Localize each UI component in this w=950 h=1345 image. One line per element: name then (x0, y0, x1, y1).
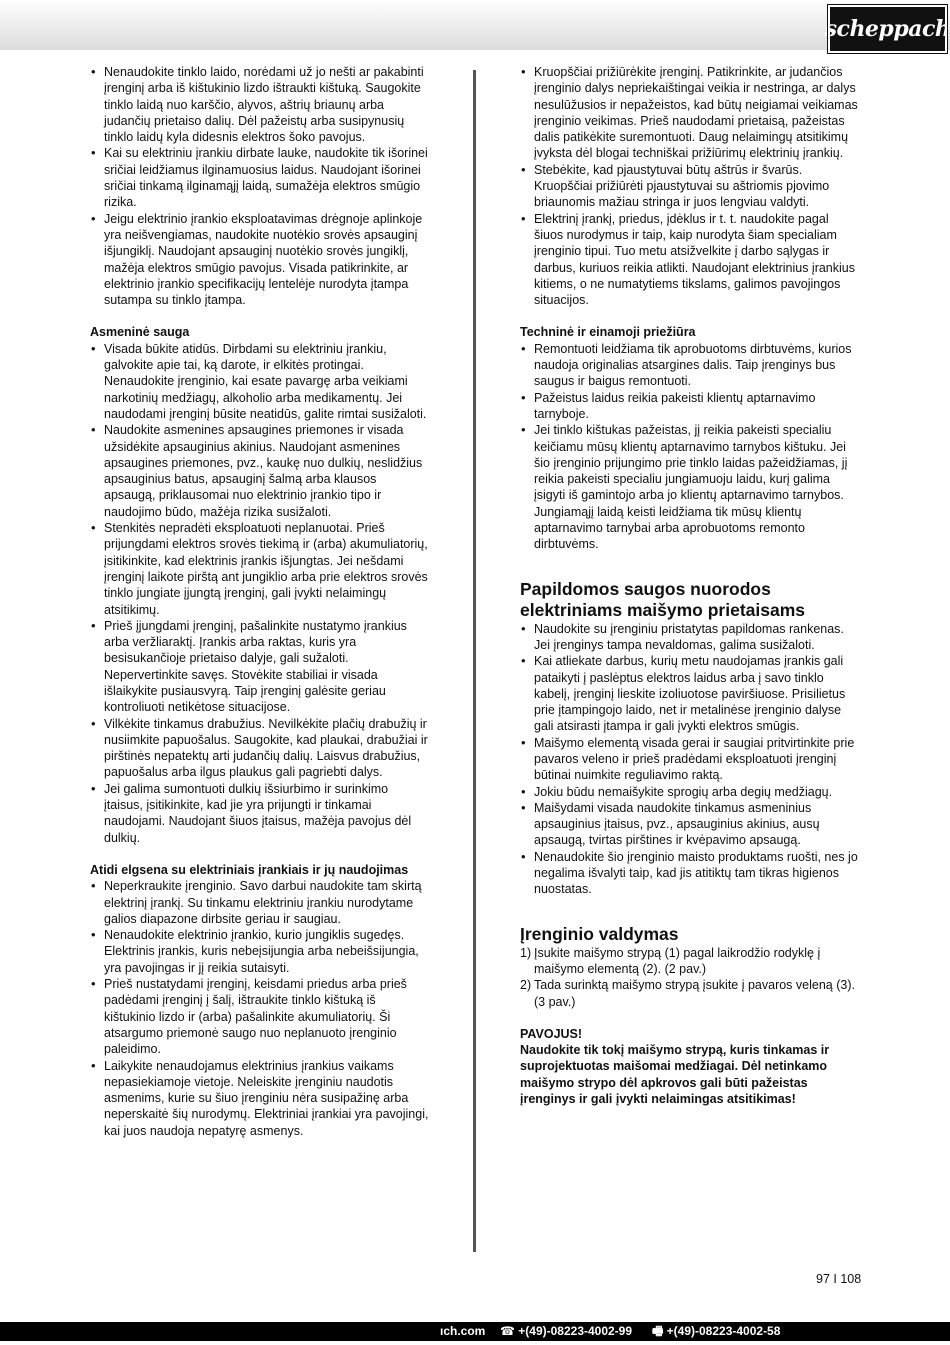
left-intro-list (90, 64, 430, 308)
page-number: 97 I 108 (816, 1272, 862, 1286)
header-band (0, 0, 950, 50)
list-item: • Jokiu būdu nemaišykite sprogių arba degių medžiagų. (520, 784, 860, 800)
footer-phone: ☎ +(49)-08223-4002-99 (500, 1324, 633, 1338)
personal-safety-list (90, 341, 430, 846)
step-text: Įsukite maišymo strypą (1) pagal laikrodžio rodyklę į maišymo elementą (2). (2 pav.) (534, 945, 821, 976)
list-item: • Maišymo elementą visada gerai ir saugiai pritvirtinkite prie pavaros veleno ir prieš pradėdami eksploatuoti įrenginį būtinai nuimkite reguliavimo raktą. (520, 735, 860, 784)
list-item: • Elektrinį įrankį, priedus, įdėklus ir t. t. naudokite pagal šiuos nurodymus ir taip, kaip nurodyta šiam specialiam įrenginio tipui. Tuo metu atsižvelkite į darbo sąlygas ir darbus, kuriuos reikia atlikti. Naudojant elektrinius įrankius kitiems, o ne numatytiems tikslams, galimos pavojingos situacijos. (520, 211, 860, 309)
list-item: • Kai atliekate darbus, kurių metu naudojamas įrankis gali pataikyti į paslėptus elektros laidus arba į savo tinklo kabelį, įrenginį lieskite izoliuotose paviršiuose. Prisilietus prie įtampingojo laido, net ir metalinėse įrenginio dalyse gali atsirasti įtampa ir gali įvykti elektros smūgis. (520, 653, 860, 734)
list-item: • Stenkitės nepradėti eksploatuoti neplanuotai. Prieš prijungdami elektros srovės tiekimą ir (arba) akumuliatorių, įsitikinkite, kad elektrinis įrankis išjungtas. Jei nešdami įrenginį laikote pirštą ant jungiklio arba prie elektros srovės tinklo jungiate įjungtą įrenginį, gali įvykti nelaimingų atsitikimų. (90, 520, 430, 618)
right-intro-list (520, 64, 860, 308)
section-heading-personal-safety: Asmeninė sauga (90, 325, 190, 340)
list-item: • Jei tinklo kištukas pažeistas, jį reikia pakeisti specialiu keičiamu mūsų klientų aptarnavimo tarnybos kištuku. Jei šio įrenginio prijungimo prie tinklo laidas pažeidžiamas, jį reikia pakeisti specialiu jungiamuoju laidu, kurį galima įsigyti iš gamintojo arba jo klientų aptarnavimo tarnybos. Jungiamąjį laidą keisti leidžiama tik mūsų klientų aptarnavimo tarnybai arba aprobuotoms remonto dirbtuvėms. (520, 422, 860, 552)
list-item: • Pažeistus laidus reikia pakeisti klientų aptarnavimo tarnyboje. (520, 390, 860, 423)
list-item: • Vilkėkite tinkamus drabužius. Nevilkėkite plačių drabužių ir nusiimkite papuošalus. Saugokite, kad plaukai, drabužiai ir pirštinės nepatektų arti judančių dalių. Laisvus drabužius, papuošalus arba ilgus plaukus gali pagriebti dalys. (90, 716, 430, 781)
mixer-safety-list (520, 621, 860, 898)
list-item: • Neperkraukite įrenginio. Savo darbui naudokite tam skirtą elektrinį įrankį. Su tinkamu elektriniu įrankiu nurodytame galios diapazone dirbsite geriau ir saugiau. (90, 878, 430, 927)
footer-web: ıch.com (440, 1324, 486, 1338)
list-item: • Jei galima sumontuoti dulkių išsiurbimo ir surinkimo įtaisus, įsitikinkite, kad jie yra prijungti ir tinkamai naudojami. Naudojant šiuos įtaisus, mažėja pavojus dėl dulkių. (90, 781, 430, 846)
list-item: • Nenaudokite šio įrenginio maisto produktams ruošti, nes jo negalima išvalyti taip, kad jis atitiktų tam tikras higienos nuostatas. (520, 849, 860, 898)
list-item: • Nenaudokite tinklo laido, norėdami už jo nešti ar pakabinti įrenginį arba iš kištukinio lizdo ištraukti kištuką. Saugokite tinklo laidą nuo karščio, alyvos, aštrių briaunų arba judančių prietaiso dalių. Dėl pažeistų arba susipynusių tinklo laidų kyla didesnis elektros šoko pavojus. (90, 64, 430, 145)
step-number: 1) (520, 945, 532, 960)
list-item: • Visada būkite atidūs. Dirbdami su elektriniu įrankiu, galvokite apie tai, ką darote, ir elkitės protingai. Nenaudokite įrenginio, kai esate pavargę arba veikiami narkotinių medžiagų, alkoholio arba medikamentų. Jei naudodami įrenginį būsite neatidūs, galite rimtai susižaloti. (90, 341, 430, 422)
section-heading-maintenance: Techninė ir einamoji priežiūra (520, 325, 696, 340)
section-heading-operation: Įrenginio valdymas (520, 923, 679, 944)
brand-logo: scheppach (828, 5, 947, 53)
list-item: • Maišydami visada naudokite tinkamus asmeninius apsauginius įtaisus, pvz., apsauginius akinius, ausų apsaugą, tvirtas pirštines ir kvėpavimo apsaugą. (520, 800, 860, 849)
careful-use-list (90, 878, 430, 1139)
list-item: • Kruopščiai prižiūrėkite įrenginį. Patikrinkite, ar judančios įrenginio dalys nepriekaištingai veikia ir nestringa, ar dalys nesulūžusios ir nepažeistos, kad būtų neigiamai veikiamas įrenginio veikimas. Prieš naudodami prietaisą, pažeistas dalis patikėkite suremontuoti. Daug nelaimingų atsitikimų įvyksta dėl blogai techniškai prižiūrimų elektrinių įrankių. (520, 64, 860, 162)
list-item: • Prieš nustatydami įrenginį, keisdami priedus arba prieš padėdami įrenginį į šalį, ištraukite tinklo kištuką iš kištukinio lizdo ir (arba) pašalinkite akumuliatorių. Ši atsargumo priemonė saugo nuo neplanuoto įrenginio paleidimo. (90, 976, 430, 1057)
danger-text: Naudokite tik tokį maišymo strypą, kuris tinkamas ir suprojektuotas maišomai medžiagai. Dėl netinkamo maišymo strypo dėl apkrovos gali būti pažeistas įrenginys ir gali įvykti nelaimingas atsitikimas! (520, 1043, 830, 1107)
list-item: • Stebėkite, kad pjaustytuvai būtų aštrūs ir švarūs. Kruopščiai prižiūrėti pjaustytuvai su aštriomis pjovimo briaunomis mažiau stringa ir juos lengviau valdyti. (520, 162, 860, 211)
list-item: • Laikykite nenaudojamus elektrinius įrankius vaikams nepasiekiamoje vietoje. Neleiskite įrenginiu naudotis asmenims, kurie su šiuo įrenginiu nėra susipažinę arba neperskaitė šių nurodymų. Elektriniai įrankiai yra pavojingi, kai juos naudoja nepatyrę asmenys. (90, 1058, 430, 1139)
step-item (520, 945, 860, 978)
list-item: • Prieš įjungdami įrenginį, pašalinkite nustatymo įrankius arba veržliaraktį. Įrankis arba raktas, kuris yra besisukančioje prietaiso dalyje, gali sužaloti. Nepervertinkite savęs. Stovėkite stabiliai ir visada išlaikykite pusiausvyrą. Taip įrenginį galėsite geriau kontroliuoti netikėtose situacijose. (90, 618, 430, 716)
list-item: • Remontuoti leidžiama tik aprobuotoms dirbtuvėms, kurios naudoja originalias atsargines dalis. Taip įrenginys bus saugus ir baigus remontuoti. (520, 341, 860, 390)
section-heading-mixer-safety: Papildomos saugos nuorodos elektriniams maišymo prietaisams (520, 578, 806, 620)
list-item: • Nenaudokite elektrinio įrankio, kurio jungiklis sugedęs. Elektrinis įrankis, kuris nebeįsijungia arba nebeišsijungia, yra pavojingas ir jį reikia sutaisyti. (90, 927, 430, 976)
maintenance-list (520, 341, 860, 553)
left-column (90, 64, 430, 1139)
danger-label: PAVOJUS! (520, 1026, 583, 1041)
step-text: Tada surinktą maišymo strypą įsukite į pavaros veleną (3). (3 pav.) (534, 978, 855, 1009)
step-number: 2) (520, 978, 532, 993)
section-heading-careful-use: Atidi elgsena su elektriniais įrankiais ir jų naudojimas (90, 862, 409, 877)
step-item (520, 977, 860, 1010)
column-divider (473, 70, 476, 1252)
footer-bar (0, 1322, 950, 1341)
list-item: • Jeigu elektrinio įrankio eksploatavimas drėgnoje aplinkoje yra neišvengiamas, naudokite nuotėkio srovės apsauginį išjungiklį. Naudojant apsauginį nuotėkio srovės jungiklį, mažėja elektros smūgio pavojus. Visada patikrinkite, ar elektrinio įrankio specifikacijų lentelėje nurodyta įtampa sutampa su tinklo įtampa. (90, 211, 430, 309)
list-item: • Kai su elektriniu įrankiu dirbate lauke, naudokite tik išorinei sričiai leidžiamus ilginamuosius laidus. Naudojant išorinei sričiai tinkamą ilginamąjį laidą, sumažėja elektros smūgio rizika. (90, 145, 430, 210)
right-column (520, 64, 860, 1107)
list-item: • Naudokite asmenines apsaugines priemones ir visada užsidėkite apsauginius akinius. Naudojant asmenines apsaugines priemones, pvz., kaukę nuo dulkių, neslidžius apsauginius batus, apsauginį šalmą arba klausos apsaugą, priklausomai nuo elektrinio įrankio tipo ir naudojimo būdo, mažėja rizika susižaloti. (90, 422, 430, 520)
list-item: • Naudokite su įrenginiu pristatytas papildomas rankenas. Jei įrenginys tampa nevaldomas, galima susižaloti. (520, 621, 860, 654)
operation-steps (520, 945, 860, 1010)
footer-fax: 🖷 +(49)-08223-4002-58 (652, 1324, 781, 1338)
